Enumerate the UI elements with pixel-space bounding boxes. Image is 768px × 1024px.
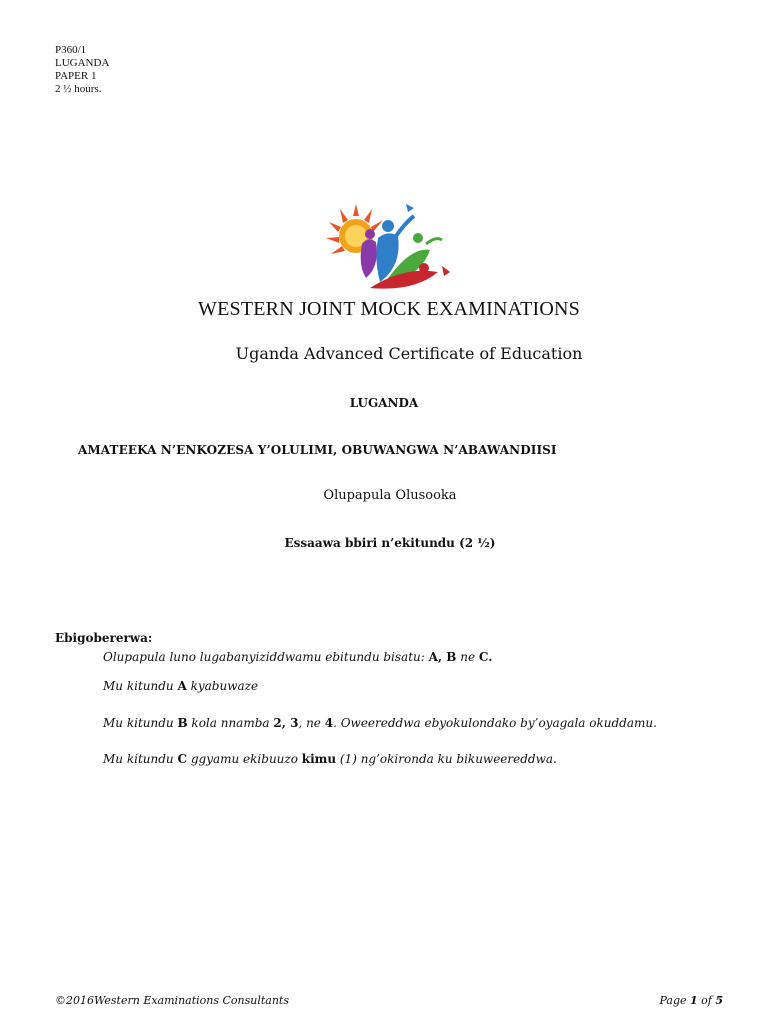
instruction-text: Olupapula luno lugabanyiziddwamu ebitundu bisatu: [103, 650, 429, 664]
instructions-heading: Ebigobererwa: [55, 631, 153, 645]
instruction-text: ggyamu ekibuuzo [187, 752, 302, 766]
instruction-item [78, 715, 698, 731]
instruction-text: Mu kitundu [103, 752, 178, 766]
certificate-title: Uganda Advanced Certificate of Education [235, 344, 583, 363]
paper-name: Olupapula Olusooka [323, 488, 457, 503]
instruction-text: Mu kitundu [103, 679, 178, 693]
instruction-text: Mu kitundu [103, 716, 178, 730]
instruction-bold: A [177, 679, 187, 693]
instruction-text: , ne [298, 716, 325, 730]
instruction-bold: B [177, 716, 188, 730]
instruction-item [78, 751, 698, 767]
instruction-bold: 2, 3 [273, 716, 299, 730]
exam-title: WESTERN JOINT MOCK EXAMINATIONS [198, 298, 580, 320]
instruction-item [78, 649, 698, 665]
instruction-text: ne [456, 650, 479, 664]
footer-page-number [659, 994, 723, 1007]
paper-code: P360/1 [55, 44, 87, 56]
page-num: 1 [690, 994, 698, 1007]
instruction-text: kola nnamba [187, 716, 274, 730]
instruction-item [78, 678, 698, 694]
subject-title: LUGANDA [349, 396, 419, 410]
instruction-text: (1) ng’okironda ku bikuweereddwa. [336, 752, 557, 766]
instruction-bold: C. [478, 650, 493, 664]
figures-icon [361, 204, 450, 289]
instruction-bold: kimu [301, 752, 337, 766]
paper-topic: AMATEEKA N’ENKOZESA Y’OLULIMI, OBUWANGWA N’ABAWANDIISI [78, 443, 557, 457]
paper-header [55, 44, 109, 96]
instruction-text: kyabuwaze [186, 679, 259, 693]
instruction-text: . Oweereddwa ebyokulondako by’oyagala okuddamu. [333, 716, 657, 730]
paper-subject: LUGANDA [55, 57, 110, 69]
page-label: Page [659, 994, 690, 1007]
paper-number: PAPER 1 [55, 70, 97, 82]
instruction-bold: A, B [428, 650, 457, 664]
instruction-bold: 4 [324, 716, 334, 730]
people-celebration-logo [318, 196, 458, 296]
page-of: of [697, 994, 716, 1007]
footer-copyright: ©2016Western Examinations Consultants [55, 994, 289, 1007]
page-total: 5 [715, 994, 723, 1007]
duration: Essaawa bbiri n’ekitundu (2 ½) [284, 536, 496, 550]
instruction-bold: C [177, 752, 188, 766]
paper-time: 2 ½ hours. [55, 83, 102, 95]
